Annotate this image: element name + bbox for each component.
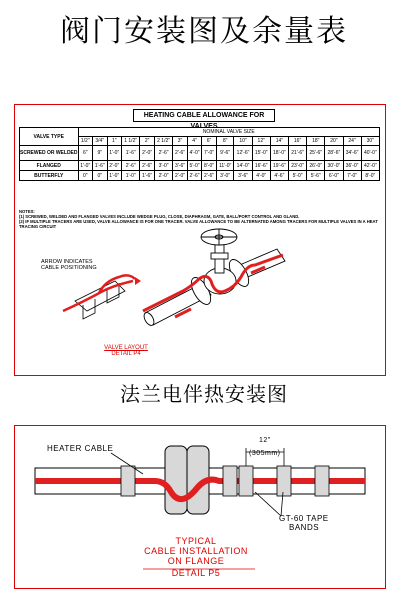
dimension-label: 12" xyxy=(259,437,271,444)
flange-caption-line1: TYPICAL xyxy=(175,536,217,546)
allowance-cell: 2'-6" xyxy=(122,161,140,171)
size-header-cell: 14" xyxy=(270,137,288,146)
valve-type-cell: BUTTERFLY xyxy=(20,171,79,181)
allowance-cell: 11'-0" xyxy=(216,161,234,171)
arrow-head xyxy=(135,277,141,285)
flange-caption-line2: CABLE INSTALLATION xyxy=(144,546,248,556)
allowance-cell: 6" xyxy=(78,146,93,161)
allowance-cell: 2'-6" xyxy=(202,171,217,181)
allowance-cell: 1'-0" xyxy=(107,171,122,181)
size-header-cell: 1/2" xyxy=(78,137,93,146)
allowance-cell: 4'-6" xyxy=(270,171,288,181)
size-header-cell: 2 1/2" xyxy=(154,137,172,146)
allowance-cell: 28'-6" xyxy=(325,146,343,161)
flange-caption-line3: ON FLANGE xyxy=(167,556,225,566)
allowance-cell: 9" xyxy=(93,146,108,161)
notes-title: NOTES: xyxy=(19,209,35,214)
allowance-cell: 2'-6" xyxy=(187,171,202,181)
size-header-cell: 20" xyxy=(325,137,343,146)
allowance-cell: 12'-6" xyxy=(234,146,252,161)
size-header-cell: 10" xyxy=(234,137,252,146)
note-2: (2) IF MULTIPLE TRACERS ARE USED, VALVE ALLOWANCE IS FOR ONE TRACER. VALVE ALLOWANCE TO BE ALTERNATED AMONG TRACERS FOR MULTIPLE VALVES IN A HEAT TRACING CIRCUIT xyxy=(19,219,378,229)
flange-subtitle: 法兰电伴热安装图 xyxy=(120,382,288,406)
arrow-cable xyxy=(63,275,135,311)
size-header-cell: 8" xyxy=(216,137,234,146)
size-header-cell: 16" xyxy=(288,137,306,146)
allowance-cell: 1'-0" xyxy=(78,161,93,171)
allowance-cell: 3'-0" xyxy=(216,171,234,181)
size-header-cell: 24" xyxy=(343,137,361,146)
allowance-cell: 23'-0" xyxy=(288,161,306,171)
valve-pipe xyxy=(142,229,285,327)
valve-heating-cable xyxy=(143,255,283,311)
allowance-cell: 5'-6" xyxy=(307,171,325,181)
allowance-cell: 15'-0" xyxy=(252,146,270,161)
allowance-cell: 1'-6" xyxy=(93,161,108,171)
allowance-cell: 4'-0" xyxy=(252,171,270,181)
allowance-cell: 16'-6" xyxy=(252,161,270,171)
allowance-cell: 2'-0" xyxy=(107,161,122,171)
allowance-cell: 5'-0" xyxy=(288,171,306,181)
allowance-cell: 18'-0" xyxy=(270,146,288,161)
allowance-cell: 8'-0" xyxy=(361,171,379,181)
size-header-cell: 30" xyxy=(361,137,379,146)
allowance-cell: 36'-0" xyxy=(343,161,361,171)
valve-detail-panel xyxy=(14,104,386,376)
allowance-cell: 2'-6" xyxy=(140,161,155,171)
allowance-cell: 7'-0" xyxy=(343,171,361,181)
allowance-cell: 26'-0" xyxy=(307,161,325,171)
valve-type-cell: FLANGED xyxy=(20,161,79,171)
size-header-cell: 4" xyxy=(187,137,202,146)
allowance-cell: 2'-0" xyxy=(154,171,172,181)
size-header-cell: 1 1/2" xyxy=(122,137,140,146)
allowance-cell: 3'-6" xyxy=(173,161,188,171)
allowance-cell: 9'-6" xyxy=(216,146,234,161)
allowance-cell: 7'-0" xyxy=(202,146,217,161)
allowance-cell: 4'-0" xyxy=(187,146,202,161)
flange-detail-panel xyxy=(14,425,386,589)
valve-layout-drawing xyxy=(15,105,385,375)
allowance-cell: 14'-0" xyxy=(234,161,252,171)
allowance-cell: 34'-6" xyxy=(343,146,361,161)
allowance-cell: 8'-0" xyxy=(202,161,217,171)
flange-caption xyxy=(111,536,281,578)
allowance-cell: 2'-6" xyxy=(173,146,188,161)
size-header-cell: 3" xyxy=(173,137,188,146)
size-header-cell: 2" xyxy=(140,137,155,146)
dimension-sub-label: (305mm) xyxy=(249,450,281,457)
allowance-cell: 2'-0" xyxy=(140,146,155,161)
tape-label-2: BANDS xyxy=(289,523,320,532)
page-title: 阀门安装图及余量表 xyxy=(60,14,348,49)
table-title: HEATING CABLE ALLOWANCE FOR VALVES xyxy=(133,109,275,122)
allowance-cell: 2'-6" xyxy=(154,146,172,161)
tape-label: GT-60 TAPE xyxy=(279,514,329,523)
allowance-cell: 1'-0" xyxy=(122,171,140,181)
allowance-cell: 19'-6" xyxy=(270,161,288,171)
allowance-cell: 42'-0" xyxy=(361,161,379,171)
allowance-cell: 0" xyxy=(93,171,108,181)
allowance-cell: 40'-0" xyxy=(361,146,379,161)
size-header-cell: 12" xyxy=(252,137,270,146)
size-header-cell: 6" xyxy=(202,137,217,146)
size-header-cell: 3/4" xyxy=(93,137,108,146)
allowance-cell: 3'-6" xyxy=(234,171,252,181)
allowance-cell: 2'-0" xyxy=(173,171,188,181)
allowance-cell: 21'-6" xyxy=(288,146,306,161)
valve-type-header: VALVE TYPE xyxy=(20,128,79,146)
size-header-cell: 18" xyxy=(307,137,325,146)
allowance-cell: 3'-0" xyxy=(154,161,172,171)
valve-caption-detail: DETAIL P4 xyxy=(111,351,141,357)
allowance-cell: 5'-0" xyxy=(187,161,202,171)
arrow-sketch xyxy=(75,281,125,319)
allowance-cell: 30'-0" xyxy=(325,161,343,171)
allowance-cell: 6'-0" xyxy=(325,171,343,181)
allowance-cell: 1'-0" xyxy=(107,146,122,161)
note-1: (1) SCREWED, WELDED AND FLANGED VALVES INCLUDE WEDGE PLUG, CLOSE, DIAPHRAGM, GATE, BALL/PORT CONTROL AND GLAND. xyxy=(19,214,300,219)
size-header-cell: 1" xyxy=(107,137,122,146)
valve-caption-title: VALVE LAYOUT xyxy=(104,345,148,351)
valve-caption xyxy=(91,345,161,357)
valve-type-cell: SCREWED OR WELDED xyxy=(20,146,79,161)
arrow-label: ARROW INDICATES CABLE POSITIONING xyxy=(41,259,97,271)
allowance-cell: 25'-6" xyxy=(307,146,325,161)
heater-cable-label: HEATER CABLE xyxy=(47,444,114,453)
flange-caption-detail: DETAIL P5 xyxy=(171,568,221,578)
allowance-cell: 1'-6" xyxy=(140,171,155,181)
nominal-size-header: NOMINAL VALVE SIZE xyxy=(78,128,380,137)
allowance-cell: 0" xyxy=(78,171,93,181)
allowance-cell: 1'-6" xyxy=(122,146,140,161)
